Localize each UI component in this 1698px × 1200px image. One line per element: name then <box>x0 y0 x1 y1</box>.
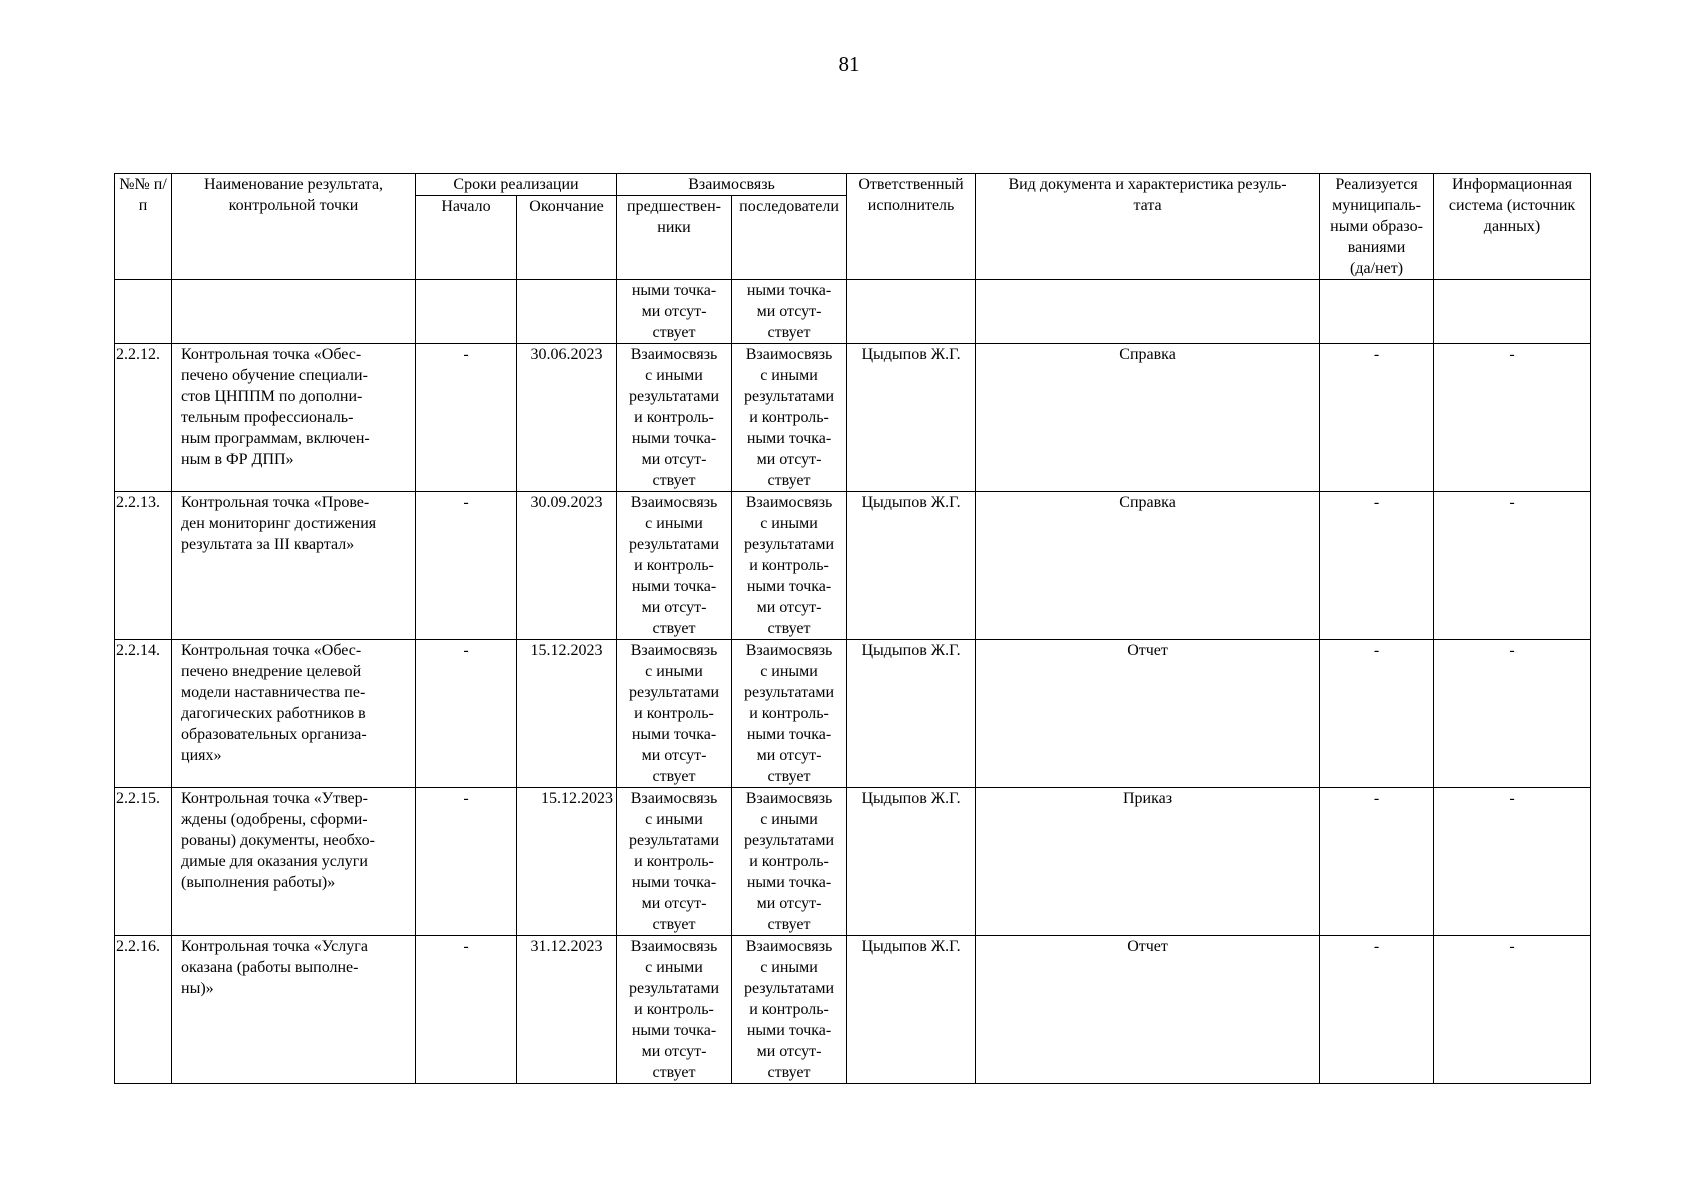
cell-doc-type: Приказ <box>976 788 1320 936</box>
cell-predecessors: ными точка- ми отсут- ствует <box>617 280 732 344</box>
cell-predecessors: Взаимосвязь с иными результатами и контроль- ными точка- ми отсут- ствует <box>617 640 732 788</box>
header-municipal: Реализуется муниципаль- ными образо- ваниями (да/нет) <box>1320 174 1434 280</box>
cell-responsible: Цыдыпов Ж.Г. <box>847 936 976 1084</box>
cell-responsible: Цыдыпов Ж.Г. <box>847 640 976 788</box>
cell-num: 2.2.13. <box>115 492 172 640</box>
header-period: Сроки реализации <box>416 174 617 196</box>
cell-predecessors: Взаимосвязь с иными результатами и контроль- ными точка- ми отсут- ствует <box>617 344 732 492</box>
table-header <box>115 174 1591 280</box>
cell-num: 2.2.15. <box>115 788 172 936</box>
cell-predecessors: Взаимосвязь с иными результатами и контроль- ными точка- ми отсут- ствует <box>617 936 732 1084</box>
cell-responsible <box>847 280 976 344</box>
table-row <box>115 788 1591 936</box>
cell-predecessors: Взаимосвязь с иными результатами и контроль- ными точка- ми отсут- ствует <box>617 492 732 640</box>
cell-start: - <box>416 344 517 492</box>
cell-name: Контрольная точка «Услуга оказана (работы выполне- ны)» <box>172 936 416 1084</box>
cell-successors: Взаимосвязь с иными результатами и контроль- ными точка- ми отсут- ствует <box>732 788 847 936</box>
cell-municipal: - <box>1320 788 1434 936</box>
cell-municipal: - <box>1320 344 1434 492</box>
cell-info-system: - <box>1434 788 1591 936</box>
cell-start: - <box>416 788 517 936</box>
cell-end: 30.09.2023 <box>517 492 617 640</box>
cell-responsible: Цыдыпов Ж.Г. <box>847 492 976 640</box>
page-number: 81 <box>838 52 860 76</box>
header-start: Начало <box>416 196 517 280</box>
cell-successors: Взаимосвязь с иными результатами и контроль- ными точка- ми отсут- ствует <box>732 344 847 492</box>
cell-name <box>172 280 416 344</box>
header-responsible: Ответственный исполнитель <box>847 174 976 280</box>
cell-end: 15.12.2023 <box>517 640 617 788</box>
cell-doc-type <box>976 280 1320 344</box>
header-end: Окончание <box>517 196 617 280</box>
cell-municipal <box>1320 280 1434 344</box>
header-relation: Взаимосвязь <box>617 174 847 196</box>
cell-name: Контрольная точка «Утвер- ждены (одобрены, сформи- рованы) документы, необхо- димые для оказания услуги (выполнения работы)» <box>172 788 416 936</box>
cell-num <box>115 280 172 344</box>
cell-predecessors: Взаимосвязь с иными результатами и контроль- ными точка- ми отсут- ствует <box>617 788 732 936</box>
table-row <box>115 344 1591 492</box>
cell-end: 30.06.2023 <box>517 344 617 492</box>
table-row <box>115 640 1591 788</box>
table-row <box>115 492 1591 640</box>
cell-info-system <box>1434 280 1591 344</box>
cell-municipal: - <box>1320 640 1434 788</box>
header-name: Наименование результата, контрольной точки <box>172 174 416 280</box>
cell-doc-type: Справка <box>976 344 1320 492</box>
cell-num: 2.2.16. <box>115 936 172 1084</box>
cell-info-system: - <box>1434 640 1591 788</box>
cell-num: 2.2.14. <box>115 640 172 788</box>
cell-info-system: - <box>1434 344 1591 492</box>
cell-start: - <box>416 492 517 640</box>
table-row-continuation <box>115 280 1591 344</box>
cell-doc-type: Отчет <box>976 640 1320 788</box>
cell-doc-type: Справка <box>976 492 1320 640</box>
cell-responsible: Цыдыпов Ж.Г. <box>847 788 976 936</box>
cell-start <box>416 280 517 344</box>
cell-successors: ными точка- ми отсут- ствует <box>732 280 847 344</box>
cell-info-system: - <box>1434 492 1591 640</box>
header-info-system: Информационная система (источник данных) <box>1434 174 1591 280</box>
cell-municipal: - <box>1320 492 1434 640</box>
cell-info-system: - <box>1434 936 1591 1084</box>
cell-start: - <box>416 936 517 1084</box>
cell-name: Контрольная точка «Обес- печено обучение специали- стов ЦНППМ по дополни- тельным профессиональ- ным программам, включен- ным в ФР ДПП» <box>172 344 416 492</box>
cell-num: 2.2.12. <box>115 344 172 492</box>
plan-table <box>114 173 1591 1084</box>
header-num: №№ п/п <box>115 174 172 280</box>
header-doc-type: Вид документа и характеристика резуль- тата <box>976 174 1320 280</box>
table-row <box>115 936 1591 1084</box>
header-successors: последователи <box>732 196 847 280</box>
cell-start: - <box>416 640 517 788</box>
cell-successors: Взаимосвязь с иными результатами и контроль- ными точка- ми отсут- ствует <box>732 936 847 1084</box>
cell-doc-type: Отчет <box>976 936 1320 1084</box>
cell-end: 31.12.2023 <box>517 936 617 1084</box>
cell-end <box>517 280 617 344</box>
cell-name: Контрольная точка «Обес- печено внедрение целевой модели наставничества пе- дагогических работников в образовательных организа- циях» <box>172 640 416 788</box>
cell-responsible: Цыдыпов Ж.Г. <box>847 344 976 492</box>
cell-name: Контрольная точка «Прове- ден мониторинг достижения результата за III квартал» <box>172 492 416 640</box>
header-predecessors: предшествен- ники <box>617 196 732 280</box>
cell-successors: Взаимосвязь с иными результатами и контроль- ными точка- ми отсут- ствует <box>732 492 847 640</box>
cell-municipal: - <box>1320 936 1434 1084</box>
cell-end: 15.12.2023 <box>517 788 617 936</box>
cell-successors: Взаимосвязь с иными результатами и контроль- ными точка- ми отсут- ствует <box>732 640 847 788</box>
